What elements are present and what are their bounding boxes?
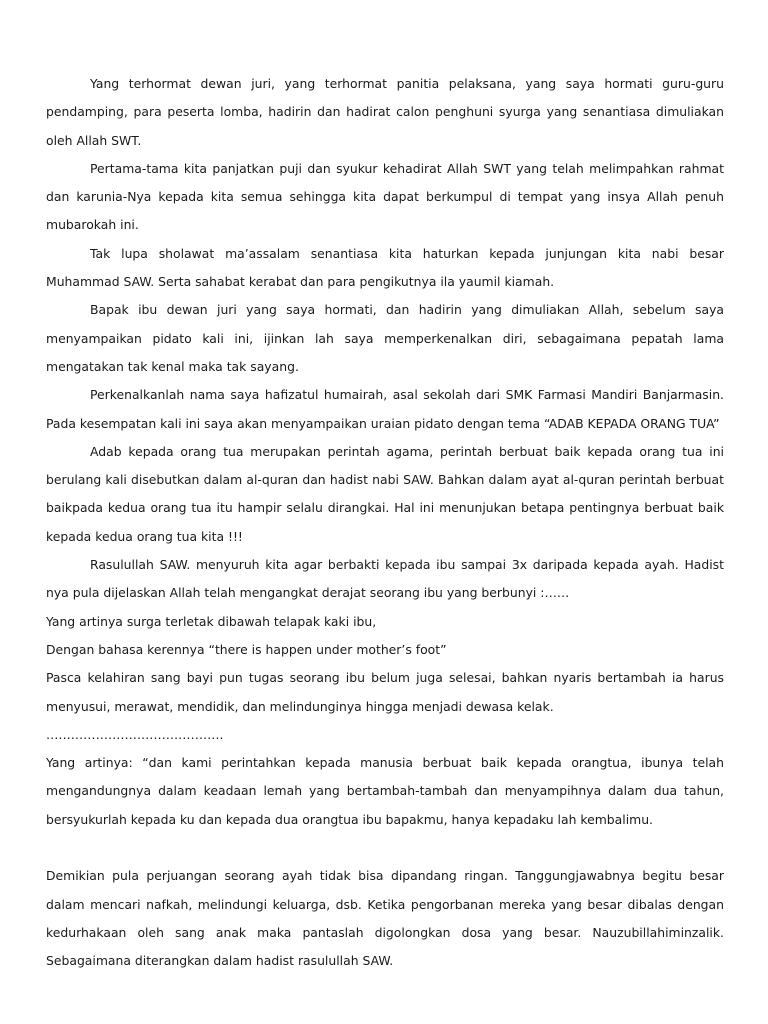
paragraph-meaning-heaven: Yang artinya surga terletak dibawah telapak kaki ibu, — [46, 613, 377, 629]
paragraph-rasulullah: Rasulullah SAW. menyuruh kita agar berbakti kepada ibu sampai 3x daripada kepada ayah. Hadist nya pula dijelaskan Allah telah mengangkat derajat seorang ibu yang berbunyi :…… — [46, 557, 724, 601]
paragraph-mother-duty: Pasca kelahiran sang bayi pun tugas seorang ibu belum juga selesai, bahkan nyaris bertambah ia harus menyusui, merawat, mendidik, dan melindunginya hingga menjadi dewasa kelak. — [46, 670, 724, 714]
paragraph-english-phrase: Dengan bahasa kerennya “there is happen under mother’s foot” — [46, 641, 447, 657]
paragraph-sholawat: Tak lupa sholawat ma’assalam senantiasa kita haturkan kepada junjungan kita nabi besar Muhammad SAW. Serta sahabat kerabat dan para pengikutnya ila yaumil kiamah. — [46, 245, 724, 290]
document-page — [46, 70, 724, 976]
paragraph-father-struggle: Demikian pula perjuangan seorang ayah tidak bisa dipandang ringan. Tanggungjawabnya begitu besar dalam mencari nafkah, melindungi keluarga, dsb. Ketika pengorbanan mereka yang besar dibalas dengan kedurhakaan oleh sang anak maka pantaslah digolongkan dosa yang besar. Nauzubillahiminzalik. Sebagaimana diterangkan dalam hadist rasulullah SAW. — [46, 868, 724, 969]
paragraph-ellipsis: ……………………………………. — [46, 726, 224, 742]
paragraph-self-introduction: Perkenalkanlah nama saya hafizatul humairah, asal sekolah dari SMK Farmasi Mandiri Banjarmasin. Pada kesempatan kali ini saya akan menyampaikan uraian pidato dengan tema “ADAB KEPADA ORANG TUA” — [46, 387, 724, 431]
paragraph-introduction-request: Bapak ibu dewan juri yang saya hormati, dan hadirin yang dimuliakan Allah, sebelum saya menyampaikan pidato kali ini, ijinkan lah saya memperkenalkan diri, sebagaimana pepatah lama mengatakan tak kenal maka tak sayang. — [46, 302, 724, 374]
paragraph-gap — [46, 834, 724, 862]
paragraph-greeting: Yang terhormat dewan juri, yang terhormat panitia pelaksana, yang saya hormati guru-guru pendamping, para peserta lomba, hadirin dan hadirat calon penghuni syurga yang senantiasa dimuliakan oleh Allah SWT. — [46, 76, 724, 148]
paragraph-praise: Pertama-tama kita panjatkan puji dan syukur kehadirat Allah SWT yang telah melimpahkan rahmat dan karunia-Nya kepada kita semua sehingga kita dapat berkumpul di tempat yang insya Allah penuh mubarokah ini. — [46, 160, 724, 233]
paragraph-verse-meaning: Yang artinya: “dan kami perintahkan kepada manusia berbuat baik kepada orangtua, ibunya telah mengandungnya dalam keadaan lemah yang bertambah-tambah dan menyampihnya dalam dua tahun, bersyukurlah kepada ku dan kepada dua orangtua ibu bapakmu, hanya kepadaku lah kembalimu. — [46, 755, 724, 827]
paragraph-adab-command: Adab kepada orang tua merupakan perintah agama, perintah berbuat baik kepada orang tua ini berulang kali disebutkan dalam al-quran dan hadist nabi SAW. Bahkan dalam ayat al-quran perintah berbuat baikpada kedua orang tua itu hampir selalu dirangkai. Hal ini menunjukan betapa pentingnya berbuat baik kepada kedua orang tua kita !!! — [46, 443, 724, 544]
